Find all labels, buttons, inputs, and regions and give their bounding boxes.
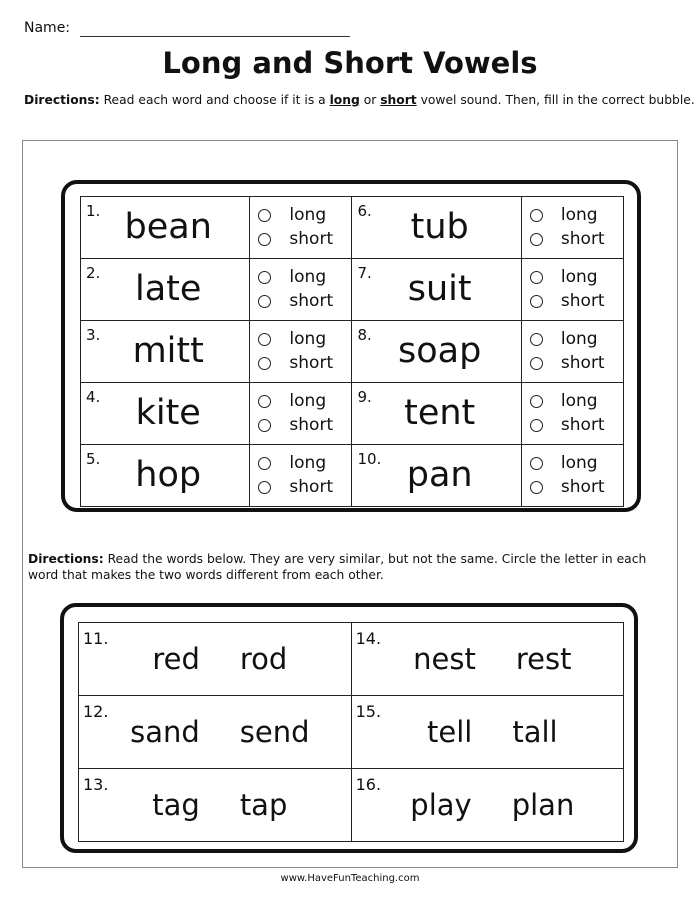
word-cell	[81, 321, 250, 383]
item-number: 7.	[357, 264, 372, 282]
word-cell	[81, 445, 250, 507]
bubble-icon[interactable]	[258, 481, 271, 494]
long-label: long	[289, 205, 327, 225]
directions-2	[28, 551, 668, 583]
vowel-word: mitt	[132, 331, 204, 371]
vowel-word: soap	[398, 331, 482, 371]
directions-long-word: long	[329, 93, 360, 107]
bubble-icon[interactable]	[530, 481, 543, 494]
item-number: 3.	[86, 326, 101, 344]
item-number: 6.	[357, 202, 372, 220]
directions-label: Directions:	[24, 93, 100, 107]
vowel-word: kite	[135, 393, 201, 433]
table-row	[81, 445, 624, 507]
name-field[interactable]	[80, 36, 350, 37]
bubble-icon[interactable]	[530, 295, 543, 308]
long-label: long	[560, 391, 598, 411]
table-row	[81, 197, 624, 259]
pair-word-b[interactable]: rod	[239, 642, 288, 676]
pair-cell	[351, 769, 623, 842]
long-option[interactable]	[258, 453, 326, 473]
item-number: 5.	[86, 450, 101, 468]
short-label: short	[289, 415, 334, 435]
long-label: long	[289, 329, 327, 349]
bubble-icon[interactable]	[258, 233, 271, 246]
short-option[interactable]	[258, 477, 333, 497]
bubble-icon[interactable]	[530, 233, 543, 246]
short-option[interactable]	[258, 291, 333, 311]
table-row	[81, 321, 624, 383]
bubble-icon[interactable]	[530, 209, 543, 222]
short-label: short	[560, 477, 605, 497]
item-number: 1.	[86, 202, 101, 220]
short-option[interactable]	[530, 415, 605, 435]
long-label: long	[289, 453, 327, 473]
vowel-word: pan	[406, 455, 473, 495]
pair-word-a[interactable]: tell	[427, 715, 473, 749]
bubble-icon[interactable]	[258, 333, 271, 346]
vowel-word: tub	[410, 207, 469, 247]
pair-cell	[351, 696, 623, 769]
directions-1	[24, 93, 695, 107]
pair-word-a[interactable]: red	[152, 642, 200, 676]
short-option[interactable]	[258, 229, 333, 249]
name-label: Name:	[24, 20, 71, 36]
word-pairs-table	[78, 622, 624, 842]
item-number: 14.	[355, 629, 382, 648]
directions-text: vowel sound. Then, fill in the correct bubble.	[416, 93, 695, 107]
short-label: short	[560, 229, 605, 249]
long-label: long	[560, 329, 598, 349]
word-cell	[352, 321, 521, 383]
long-option[interactable]	[530, 329, 598, 349]
short-option[interactable]	[530, 477, 605, 497]
pair-word-b[interactable]: tall	[512, 715, 558, 749]
table-row	[79, 623, 624, 696]
pair-word-b[interactable]: send	[239, 715, 310, 749]
item-number: 13.	[83, 775, 109, 794]
word-cell	[81, 197, 250, 259]
word-cell	[81, 259, 250, 321]
vowel-word: tent	[404, 393, 476, 433]
item-number: 4.	[86, 388, 101, 406]
short-label: short	[289, 291, 334, 311]
long-option[interactable]	[258, 267, 326, 287]
item-number: 16.	[355, 775, 382, 794]
bubble-icon[interactable]	[258, 457, 271, 470]
long-option[interactable]	[258, 329, 326, 349]
directions-text: Read each word and choose if it is a	[99, 93, 330, 107]
choice-cell	[250, 197, 352, 259]
item-number: 11.	[83, 629, 109, 648]
vowel-word: suit	[407, 269, 472, 309]
choice-cell	[250, 321, 352, 383]
directions-short-word: short	[380, 93, 417, 107]
bubble-icon[interactable]	[530, 419, 543, 432]
vowel-word: bean	[124, 207, 212, 247]
item-number: 12.	[83, 702, 109, 721]
pair-word-b[interactable]: rest	[515, 642, 572, 676]
item-number: 2.	[86, 264, 101, 282]
bubble-icon[interactable]	[530, 395, 543, 408]
long-option[interactable]	[530, 453, 598, 473]
word-cell	[81, 383, 250, 445]
bubble-icon[interactable]	[530, 271, 543, 284]
short-option[interactable]	[530, 291, 605, 311]
choice-cell	[521, 259, 623, 321]
short-label: short	[560, 415, 605, 435]
word-cell	[352, 259, 521, 321]
pair-cell	[79, 769, 352, 842]
long-option[interactable]	[258, 391, 326, 411]
table-row	[79, 769, 624, 842]
footer-url: www.HaveFunTeaching.com	[280, 873, 420, 884]
bubble-icon[interactable]	[530, 333, 543, 346]
bubble-icon[interactable]	[258, 395, 271, 408]
directions-text: or	[359, 93, 381, 107]
directions-text: Read the words below. They are very similar, but not the same. Circle the letter in each word that makes the two words different from each other.	[28, 552, 647, 582]
page-title: Long and Short Vowels	[162, 46, 538, 80]
short-label: short	[289, 229, 334, 249]
short-label: short	[289, 477, 334, 497]
vowel-word: late	[134, 269, 202, 309]
short-label: short	[560, 353, 605, 373]
pair-cell	[79, 696, 352, 769]
choice-cell	[250, 259, 352, 321]
pair-word-a[interactable]: tag	[152, 788, 200, 822]
short-option[interactable]	[258, 353, 333, 373]
short-option[interactable]	[258, 415, 333, 435]
long-option[interactable]	[258, 205, 326, 225]
pair-cell	[351, 623, 623, 696]
pair-word-b[interactable]: tap	[239, 788, 288, 822]
bubble-icon[interactable]	[258, 271, 271, 284]
pair-cell	[79, 623, 352, 696]
directions-label: Directions:	[28, 552, 104, 566]
choice-cell	[521, 321, 623, 383]
choice-cell	[250, 445, 352, 507]
bubble-icon[interactable]	[258, 209, 271, 222]
vowel-word: hop	[135, 455, 202, 495]
item-number: 10.	[357, 450, 382, 468]
long-label: long	[560, 205, 598, 225]
short-label: short	[289, 353, 334, 373]
table-row	[79, 696, 624, 769]
long-label: long	[560, 453, 598, 473]
word-cell	[352, 197, 521, 259]
bubble-icon[interactable]	[530, 357, 543, 370]
long-label: long	[289, 391, 327, 411]
long-label: long	[289, 267, 327, 287]
pair-word-a[interactable]: nest	[413, 642, 476, 676]
item-number: 9.	[357, 388, 372, 406]
word-cell	[352, 383, 521, 445]
choice-cell	[521, 383, 623, 445]
bubble-icon[interactable]	[530, 457, 543, 470]
bubble-icon[interactable]	[258, 357, 271, 370]
bubble-icon[interactable]	[258, 295, 271, 308]
choice-cell	[521, 197, 623, 259]
item-number: 8.	[357, 326, 372, 344]
short-option[interactable]	[530, 353, 605, 373]
word-cell	[352, 445, 521, 507]
choice-cell	[250, 383, 352, 445]
long-option[interactable]	[530, 391, 598, 411]
pair-word-a[interactable]: sand	[130, 715, 200, 749]
pair-word-b[interactable]: plan	[511, 788, 575, 822]
long-label: long	[560, 267, 598, 287]
item-number: 15.	[355, 702, 382, 721]
short-option[interactable]	[530, 229, 605, 249]
short-label: short	[560, 291, 605, 311]
long-option[interactable]	[530, 205, 598, 225]
choice-cell	[521, 445, 623, 507]
vowel-table	[80, 196, 624, 507]
pair-word-a[interactable]: play	[410, 788, 472, 822]
table-row	[81, 383, 624, 445]
bubble-icon[interactable]	[258, 419, 271, 432]
long-option[interactable]	[530, 267, 598, 287]
table-row	[81, 259, 624, 321]
